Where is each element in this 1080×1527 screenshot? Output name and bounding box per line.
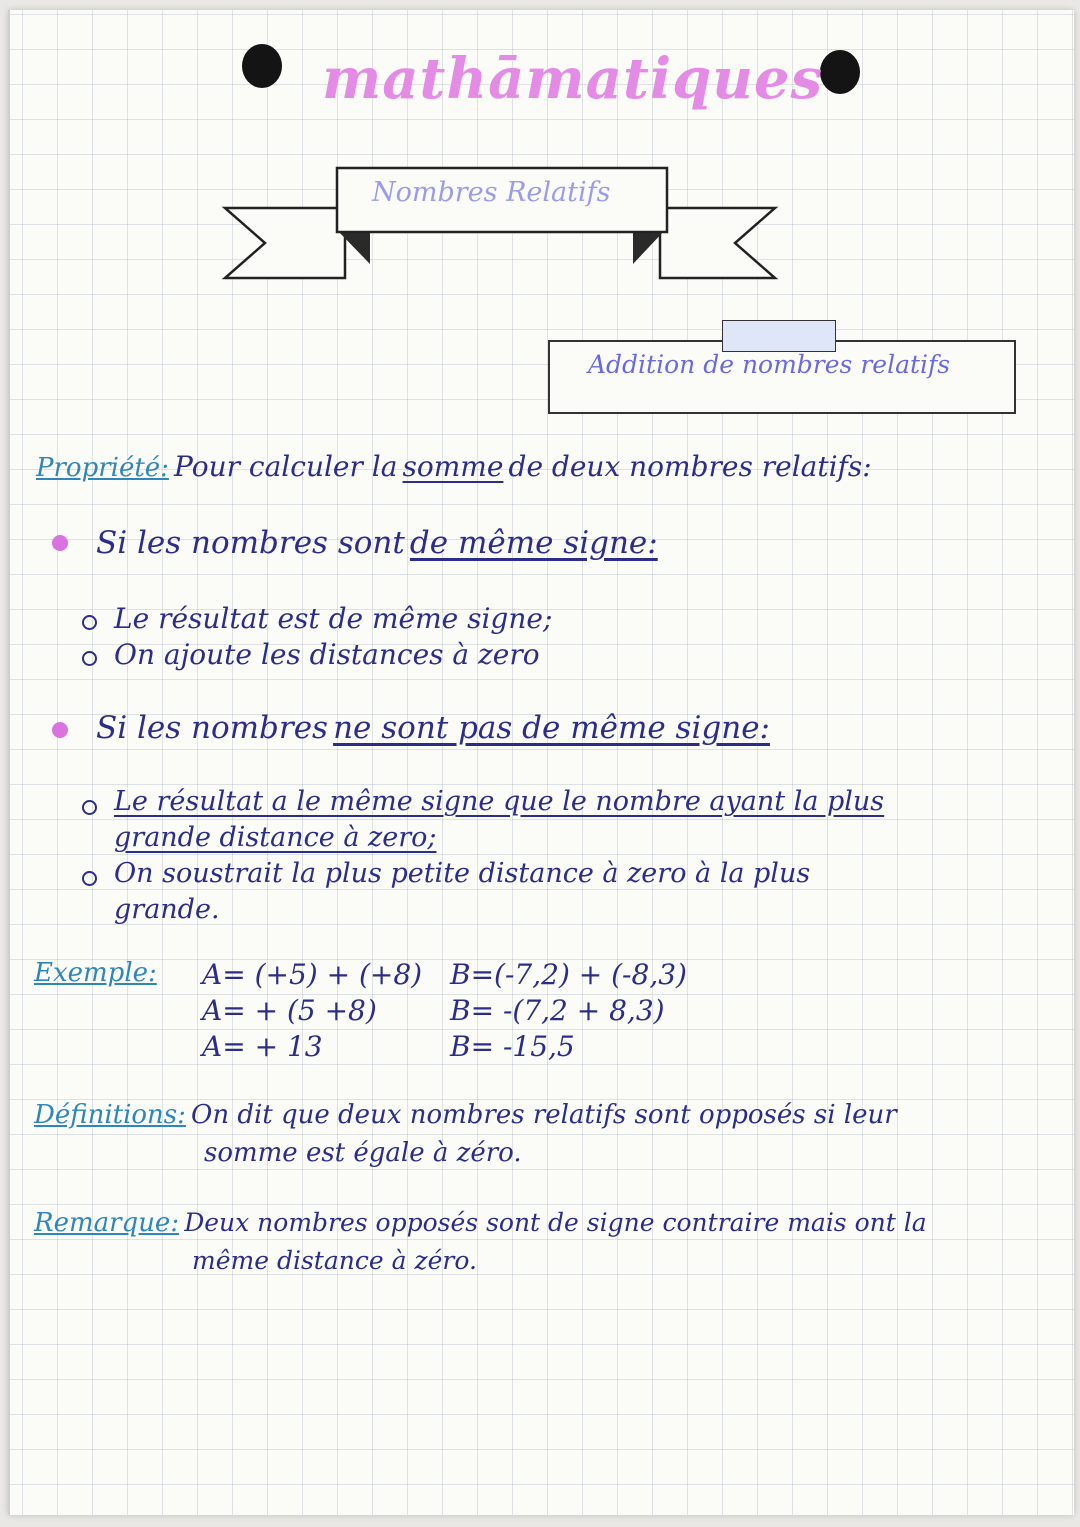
small-bullet bbox=[82, 871, 97, 886]
propriete-line bbox=[36, 450, 872, 483]
case2-item-1-line-2: grande distance à zero; bbox=[114, 822, 437, 853]
case2-item-2-line-1: On soustrait la plus petite distance à zero à la plus bbox=[114, 858, 811, 889]
definitions-text-1: On dit que deux nombres relatifs sont opposés si leur bbox=[191, 1100, 897, 1130]
case2-item-2-line-2: grande. bbox=[114, 894, 220, 925]
case2-heading-b: ne sont pas de même signe: bbox=[333, 710, 770, 746]
exemple-a-line-2: A= + (5 +8) bbox=[202, 994, 377, 1027]
case1-item-1: Le résultat est de même signe; bbox=[114, 602, 553, 635]
notebook-page bbox=[8, 10, 1074, 1515]
case1-heading-b: de même signe: bbox=[409, 525, 658, 561]
tape-decoration bbox=[722, 320, 836, 352]
banner-label: Nombres Relatifs bbox=[372, 177, 611, 208]
remarque-label: Remarque: bbox=[34, 1208, 180, 1238]
bullet-dot bbox=[52, 722, 68, 738]
propriete-label: Propriété: bbox=[36, 453, 169, 483]
small-bullet bbox=[82, 800, 97, 815]
small-bullet bbox=[82, 651, 97, 666]
section-box-label: Addition de nombres relatifs bbox=[588, 350, 951, 379]
remarque-text-2: même distance à zéro. bbox=[192, 1246, 477, 1275]
bullet-dot bbox=[52, 535, 68, 551]
case2-heading bbox=[96, 710, 770, 746]
exemple-a-line-3: A= + 13 bbox=[202, 1030, 323, 1063]
case1-heading-a: Si les nombres sont bbox=[96, 525, 405, 561]
definitions-line-1 bbox=[34, 1100, 897, 1130]
definitions-text-2: somme est égale à zéro. bbox=[204, 1138, 522, 1168]
exemple-label: Exemple: bbox=[34, 958, 157, 988]
binder-hole-left bbox=[242, 44, 282, 88]
definitions-label: Définitions: bbox=[34, 1100, 186, 1130]
case1-item-2: On ajoute les distances à zero bbox=[114, 638, 540, 671]
case2-heading-a: Si les nombres bbox=[96, 710, 328, 746]
case1-heading bbox=[96, 525, 658, 561]
exemple-b-line-2: B= -(7,2 + 8,3) bbox=[450, 994, 665, 1027]
binder-hole-right bbox=[820, 50, 860, 94]
exemple-a-line-1: A= (+5) + (+8) bbox=[202, 958, 423, 991]
small-bullet bbox=[82, 615, 97, 630]
remarque-line-1 bbox=[34, 1208, 927, 1238]
case2-item-1-line-1: Le résultat a le même signe que le nombre ayant la plus bbox=[114, 786, 885, 817]
page-title: mathāmatiques bbox=[322, 46, 824, 112]
exemple-b-line-1: B=(-7,2) + (-8,3) bbox=[450, 958, 687, 991]
exemple-b-line-3: B= -15,5 bbox=[450, 1030, 575, 1063]
propriete-text-b: somme bbox=[402, 450, 504, 483]
remarque-text-1: Deux nombres opposés sont de signe contraire mais ont la bbox=[184, 1208, 927, 1237]
propriete-text-a: Pour calculer la bbox=[174, 450, 398, 483]
propriete-text-c: de deux nombres relatifs: bbox=[508, 450, 872, 483]
